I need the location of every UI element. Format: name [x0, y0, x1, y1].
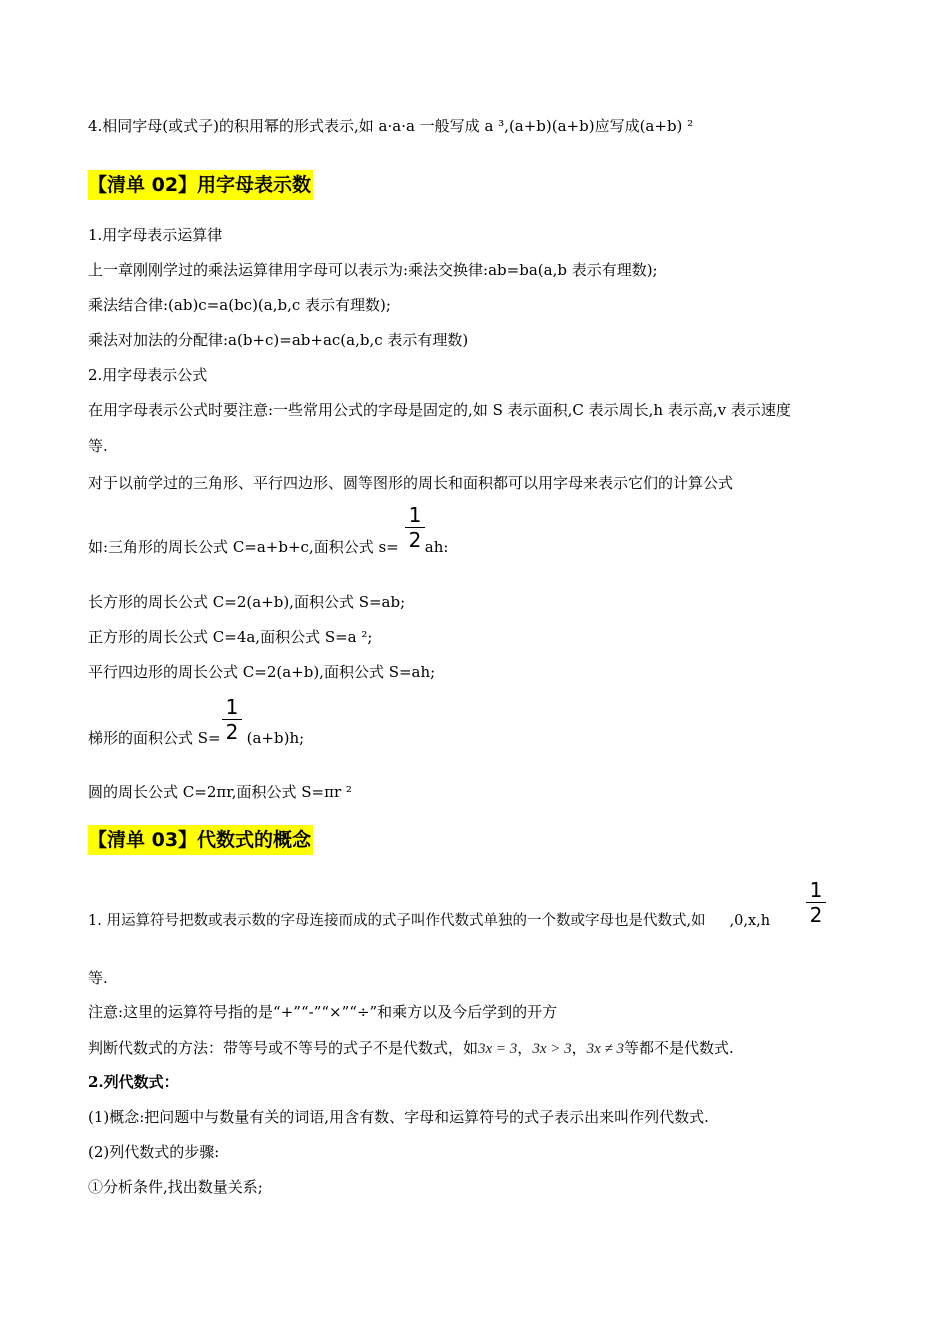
text-line: 上一章刚刚学过的乘法运算律用字母可以表示为:乘法交换律:ab=ba(a,b 表示有理数); — [88, 261, 658, 279]
text-line-algebraic-definition — [88, 911, 770, 931]
text-line: 在用字母表示公式时要注意:一些常用公式的字母是固定的,如 S 表示面积,C 表示周长,h 表示高,v 表示速度 — [88, 401, 791, 419]
text-line: 2.用字母表示公式 — [88, 366, 208, 384]
subheading-list-expressions: 2.列代数式： — [88, 1073, 179, 1091]
fraction-numerator: 1 — [408, 503, 422, 527]
section-heading-03: 【清单 03】代数式的概念 — [88, 825, 313, 855]
fraction-denominator: 2 — [408, 528, 422, 552]
text-line: 乘法对加法的分配律:a(b+c)=ab+ac(a,b,c 表示有理数) — [88, 331, 469, 349]
fraction-numerator: 1 — [809, 878, 823, 902]
fraction-one-half — [220, 696, 244, 743]
math-expression: 3x = 3 — [478, 1041, 518, 1057]
text-line-triangle-formula — [88, 537, 448, 557]
fraction-denominator: 2 — [809, 903, 823, 927]
formula-text: 梯形的面积公式 S= — [88, 729, 221, 747]
text-line: 圆的周长公式 C=2πr,面积公式 S=πr ² — [88, 783, 352, 801]
math-expression: 3x > 3 — [532, 1041, 572, 1057]
method-text: 判断代数式的方法：带等号或不等号的式子不是代数式，如 — [88, 1039, 479, 1057]
method-text: 等都不是代数式. — [624, 1039, 734, 1057]
definition-text: 1. 用运算符号把数或表示数的字母连接而成的式子叫作代数式单独的一个数或字母也是代数式,如 — [88, 913, 706, 929]
formula-text: ah: — [424, 538, 449, 556]
text-line: 平行四边形的周长公式 C=2(a+b),面积公式 S=ah; — [88, 663, 436, 681]
fraction-one-half — [804, 879, 828, 926]
text-line: 对于以前学过的三角形、平行四边形、圆等图形的周长和面积都可以用字母来表示它们的计算公式 — [88, 474, 734, 492]
text-line: 正方形的周长公式 C=4a,面积公式 S=a ²; — [88, 628, 373, 646]
formula-text: 如:三角形的周长公式 C=a+b+c,面积公式 s= — [88, 538, 399, 556]
fraction-one-half — [403, 504, 427, 551]
formula-text: (a+b)h; — [246, 729, 305, 747]
separator: ， — [571, 1039, 587, 1057]
text-line: 等. — [88, 969, 108, 987]
fraction-numerator: 1 — [225, 695, 239, 719]
text-line: (1)概念:把问题中与数量有关的词语,用含有数、字母和运算符号的式子表示出来叫作列代数式. — [88, 1108, 709, 1126]
text-line-trapezoid-formula — [88, 728, 304, 748]
text-line-note: 注意:这里的运算符号指的是“+”“-”“×”“÷”和乘方以及今后学到的开方 — [88, 1003, 558, 1021]
definition-examples: ,0,x,h — [729, 913, 771, 929]
text-line: 长方形的周长公式 C=2(a+b),面积公式 S=ab; — [88, 593, 406, 611]
text-line: 等. — [88, 437, 108, 455]
section-heading-02: 【清单 02】用字母表示数 — [88, 170, 313, 200]
text-line: (2)列代数式的步骤: — [88, 1143, 220, 1161]
text-line-power-notation: 4.相同字母(或式子)的积用幂的形式表示,如 a·a·a 一般写成 a ³,(a+b)(a+b)应写成(a+b) ² — [88, 117, 694, 135]
separator: ， — [517, 1039, 533, 1057]
fraction-denominator: 2 — [225, 720, 239, 744]
text-line: ①分析条件,找出数量关系; — [88, 1178, 263, 1196]
text-line: 乘法结合律:(ab)c=a(bc)(a,b,c 表示有理数); — [88, 296, 391, 314]
math-expression: 3x ≠ 3 — [586, 1041, 624, 1057]
text-line-judgement-method — [88, 1038, 734, 1059]
text-line: 1.用字母表示运算律 — [88, 226, 223, 244]
